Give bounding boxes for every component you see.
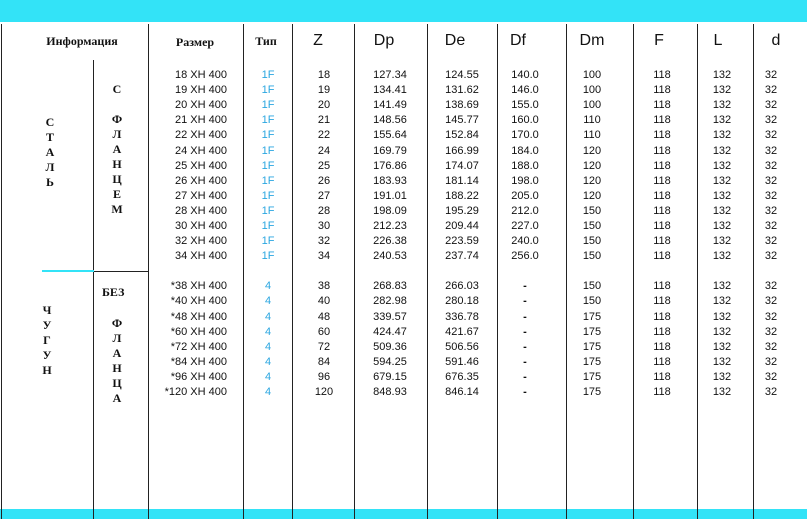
cell-l: 132 (712, 174, 732, 187)
cell-f: 118 (653, 250, 671, 263)
cell-dm: 175 (582, 370, 602, 383)
cell-df: - (523, 386, 527, 398)
cell-l: 132 (712, 250, 732, 263)
cell-d: 32 (764, 355, 778, 368)
label-no-flange-letter: Ц (112, 376, 122, 390)
cell-dm: 175 (582, 386, 602, 398)
column-divider (148, 24, 149, 519)
cell-size: *60 ХН 400 (170, 325, 227, 338)
cell-l: 132 (712, 99, 732, 112)
cell-de: 237.74 (445, 250, 479, 263)
cell-de: 188.22 (445, 189, 479, 202)
cell-dp: 155.64 (373, 129, 407, 142)
cell-dm: 100 (582, 99, 602, 112)
cell-dp: 183.93 (373, 174, 407, 187)
label-flanged-letter (110, 97, 124, 112)
cell-z: 30 (317, 220, 331, 232)
cell-df: - (523, 280, 527, 293)
cell-dm: 120 (582, 174, 602, 187)
cell-f: 118 (653, 84, 671, 97)
cell-z: 24 (317, 144, 331, 157)
cell-l: 132 (712, 69, 732, 81)
column-divider (93, 60, 94, 519)
cell-dm: 175 (582, 310, 602, 323)
cell-df: - (523, 325, 527, 338)
cell-dm: 150 (582, 280, 602, 293)
cell-d: 32 (764, 250, 778, 263)
cell-size: 32 ХН 400 (175, 235, 227, 248)
cell-df: - (523, 340, 527, 353)
cell-de: 280.18 (445, 295, 479, 308)
cell-l: 132 (712, 355, 732, 368)
header-d: d (771, 32, 781, 49)
cell-df: 240.0 (511, 235, 539, 248)
cell-d: 32 (764, 325, 778, 338)
cell-size: *40 ХН 400 (170, 295, 227, 308)
cell-l: 132 (712, 340, 732, 353)
label-steel-letter: С (45, 115, 55, 129)
cell-l: 132 (712, 310, 732, 323)
label-cast-iron-letter: Ч (42, 303, 52, 317)
cell-dp: 509.36 (373, 340, 407, 353)
header-dp: Dp (373, 32, 395, 49)
cell-f: 118 (653, 189, 671, 202)
cell-z: 84 (317, 355, 331, 368)
label-flanged-letter: Л (112, 127, 122, 141)
cell-df: 160.0 (511, 114, 539, 127)
cell-size: *38 ХН 400 (170, 280, 227, 293)
cell-de: 209.44 (445, 220, 479, 232)
label-flanged-letter: С (112, 82, 122, 96)
cell-dp: 191.01 (373, 189, 407, 202)
cell-l: 132 (712, 204, 732, 217)
cell-df: 184.0 (511, 144, 539, 157)
cell-dp: 282.98 (373, 295, 407, 308)
label-cast-iron-letter: У (42, 318, 52, 332)
cell-f: 118 (653, 295, 671, 308)
cell-l: 132 (712, 189, 732, 202)
cell-de: 223.59 (445, 235, 479, 248)
cell-size: 26 ХН 400 (175, 174, 227, 187)
cell-type: 1F (261, 114, 275, 127)
cell-dm: 120 (582, 159, 602, 172)
cell-df: 256.0 (511, 250, 539, 263)
cell-dm: 175 (582, 325, 602, 338)
label-no-flange (110, 316, 124, 406)
cell-type: 1F (261, 69, 275, 81)
cell-z: 120 (314, 386, 334, 398)
cell-size: *120 ХН 400 (164, 386, 227, 398)
label-steel-letter: Л (45, 160, 55, 174)
cell-dp: 176.86 (373, 159, 407, 172)
cell-type: 4 (264, 370, 272, 383)
column-divider (1, 24, 2, 519)
cell-dm: 175 (582, 340, 602, 353)
cell-dm: 100 (582, 69, 602, 81)
cell-type: 1F (261, 129, 275, 142)
cell-df: 205.0 (511, 189, 539, 202)
column-divider (292, 24, 293, 519)
cell-type: 4 (264, 310, 272, 323)
cell-z: 22 (317, 129, 331, 142)
cell-type: 1F (261, 235, 275, 248)
label-flanged-letter: Е (112, 187, 121, 201)
cell-de: 195.29 (445, 204, 479, 217)
cell-f: 118 (653, 235, 671, 248)
cell-size: *96 ХН 400 (170, 370, 227, 383)
cell-de: 266.03 (445, 280, 479, 293)
header-l: L (713, 32, 723, 49)
header-de: De (444, 32, 466, 49)
label-steel-letter: А (45, 145, 55, 159)
cell-l: 132 (712, 129, 732, 142)
cell-l: 132 (712, 280, 732, 293)
cell-df: 170.0 (511, 129, 539, 142)
cell-f: 118 (653, 280, 671, 293)
header-df: Df (510, 32, 526, 49)
cell-f: 118 (653, 204, 671, 217)
cell-d: 32 (764, 370, 778, 383)
label-flanged-letter: А (112, 142, 122, 156)
cell-d: 32 (764, 295, 778, 308)
cell-l: 132 (712, 84, 732, 97)
cell-de: 846.14 (445, 386, 479, 398)
cell-dm: 150 (582, 295, 602, 308)
cell-type: 1F (261, 84, 275, 97)
cell-type: 4 (264, 280, 272, 293)
cell-size: *48 ХН 400 (170, 310, 227, 323)
cell-dp: 141.49 (373, 99, 407, 112)
cell-dm: 150 (582, 204, 602, 217)
cell-f: 118 (653, 114, 671, 127)
cell-size: *84 ХН 400 (170, 355, 227, 368)
cell-size: 21 ХН 400 (175, 114, 227, 127)
cell-df: 198.0 (511, 174, 539, 187)
header-f: F (654, 32, 664, 49)
cell-dp: 226.38 (373, 235, 407, 248)
label-no-flange-letter: А (112, 346, 122, 360)
cell-d: 32 (764, 280, 778, 293)
cell-de: 181.14 (445, 174, 479, 187)
cell-d: 32 (764, 235, 778, 248)
cell-type: 1F (261, 220, 275, 232)
cell-df: 212.0 (511, 204, 539, 217)
cell-z: 21 (317, 114, 331, 127)
cell-l: 132 (712, 114, 732, 127)
cell-dp: 212.23 (373, 220, 407, 232)
cell-de: 152.84 (445, 129, 479, 142)
cell-d: 32 (764, 189, 778, 202)
cell-dm: 175 (582, 355, 602, 368)
cell-z: 60 (317, 325, 331, 338)
cell-de: 131.62 (445, 84, 479, 97)
cell-f: 118 (653, 220, 671, 232)
cell-df: - (523, 310, 527, 323)
label-flanged-letter: Ц (112, 172, 122, 186)
cell-size: 27 ХН 400 (175, 189, 227, 202)
label-cast-iron-letter: Н (42, 363, 52, 377)
cell-df: 155.0 (511, 99, 539, 112)
cell-d: 32 (764, 204, 778, 217)
cell-type: 1F (261, 144, 275, 157)
cell-dm: 110 (583, 114, 601, 127)
cell-de: 138.69 (445, 99, 479, 112)
group-divider (94, 271, 148, 272)
cell-type: 1F (261, 189, 275, 202)
cell-dp: 848.93 (373, 386, 407, 398)
cell-type: 1F (261, 174, 275, 187)
label-flanged-letter: М (111, 202, 123, 216)
cell-dp: 594.25 (373, 355, 407, 368)
cell-size: 19 ХН 400 (175, 84, 227, 97)
cell-df: - (523, 370, 527, 383)
cell-d: 32 (764, 84, 778, 97)
cell-dp: 198.09 (373, 204, 407, 217)
cell-d: 32 (764, 129, 778, 142)
cell-de: 421.67 (445, 325, 479, 338)
cell-z: 38 (317, 280, 331, 293)
cell-df: 140.0 (511, 69, 539, 81)
cell-f: 118 (653, 325, 671, 338)
cell-z: 20 (317, 99, 331, 112)
cell-l: 132 (712, 159, 732, 172)
cell-f: 118 (653, 355, 671, 368)
cell-d: 32 (764, 220, 778, 232)
label-no-flange-letter: Л (112, 331, 122, 345)
cell-size: 28 ХН 400 (175, 204, 227, 217)
cell-l: 132 (712, 220, 732, 232)
cell-de: 124.55 (445, 69, 479, 81)
group-divider (42, 270, 94, 272)
cell-z: 48 (317, 310, 331, 323)
cell-dp: 424.47 (373, 325, 407, 338)
cell-df: 146.0 (511, 84, 539, 97)
cell-type: 4 (264, 295, 272, 308)
cell-z: 27 (317, 189, 331, 202)
cell-dp: 268.83 (373, 280, 407, 293)
cell-de: 506.56 (445, 340, 479, 353)
header-dm: Dm (579, 32, 605, 49)
cell-l: 132 (712, 144, 732, 157)
cell-size: 18 ХН 400 (175, 69, 227, 81)
label-cast-iron-letter: У (42, 348, 52, 362)
cell-d: 32 (764, 144, 778, 157)
cell-de: 336.78 (445, 310, 479, 323)
cell-type: 4 (264, 386, 272, 398)
label-flanged (110, 82, 124, 217)
cell-dp: 148.56 (373, 114, 407, 127)
cell-l: 132 (712, 295, 732, 308)
cell-type: 1F (261, 159, 275, 172)
cell-d: 32 (764, 69, 778, 81)
cell-size: 24 ХН 400 (175, 144, 227, 157)
label-steel-letter: Т (45, 130, 54, 144)
cell-de: 591.46 (445, 355, 479, 368)
cell-d: 32 (764, 310, 778, 323)
cell-dm: 110 (583, 129, 601, 142)
cell-f: 118 (653, 129, 671, 142)
label-cast-iron (40, 303, 54, 378)
cell-de: 166.99 (445, 144, 479, 157)
cell-df: 188.0 (511, 159, 539, 172)
cell-size: *72 ХН 400 (170, 340, 227, 353)
cell-de: 676.35 (445, 370, 479, 383)
cell-f: 118 (653, 340, 671, 353)
cell-dm: 150 (582, 235, 602, 248)
cell-z: 25 (317, 159, 331, 172)
label-cast-iron-letter: Г (43, 333, 51, 347)
cell-z: 34 (317, 250, 331, 263)
header-z: Z (313, 32, 323, 49)
cell-d: 32 (764, 114, 778, 127)
cell-type: 1F (261, 99, 275, 112)
cell-size: 34 ХН 400 (175, 250, 227, 263)
header-size: Размер (175, 35, 215, 49)
cell-type: 4 (264, 325, 272, 338)
cell-z: 19 (317, 84, 331, 97)
cell-dm: 120 (582, 144, 602, 157)
cell-z: 40 (317, 295, 331, 308)
cell-type: 1F (261, 204, 275, 217)
cell-f: 118 (653, 174, 671, 187)
cell-size: 22 ХН 400 (175, 129, 227, 142)
top-band (0, 0, 807, 22)
cell-df: - (523, 355, 527, 368)
cell-l: 132 (712, 325, 732, 338)
header-type: Тип (255, 34, 277, 48)
cell-d: 32 (764, 159, 778, 172)
label-flanged-letter: Н (112, 157, 122, 171)
cell-l: 132 (712, 235, 732, 248)
cell-dp: 169.79 (373, 144, 407, 157)
cell-f: 118 (653, 159, 671, 172)
label-flanged-letter: Ф (111, 112, 123, 126)
cell-f: 118 (653, 69, 671, 81)
cell-size: 25 ХН 400 (175, 159, 227, 172)
cell-d: 32 (764, 174, 778, 187)
cell-f: 118 (653, 386, 671, 398)
cell-de: 174.07 (445, 159, 479, 172)
cell-dp: 240.53 (373, 250, 407, 263)
cell-l: 132 (712, 386, 732, 398)
label-steel-letter: Ь (46, 175, 54, 189)
cell-d: 32 (764, 386, 778, 398)
cell-f: 118 (653, 310, 671, 323)
cell-dm: 150 (582, 220, 602, 232)
cell-z: 28 (317, 204, 331, 217)
cell-size: 20 ХН 400 (175, 99, 227, 112)
cell-z: 32 (317, 235, 331, 248)
cell-df: - (523, 295, 527, 308)
cell-dp: 339.57 (373, 310, 407, 323)
label-no-flange-title: БЕЗ (102, 285, 125, 299)
cell-dm: 150 (582, 250, 602, 263)
cell-dp: 127.34 (373, 69, 407, 81)
cell-f: 118 (653, 370, 671, 383)
cell-d: 32 (764, 340, 778, 353)
cell-dp: 134.41 (373, 84, 407, 97)
cell-f: 118 (653, 99, 671, 112)
cell-type: 1F (261, 250, 275, 263)
cell-l: 132 (712, 370, 732, 383)
label-no-flange-letter: Н (112, 361, 122, 375)
cell-size: 30 ХН 400 (175, 220, 227, 232)
cell-z: 96 (317, 370, 331, 383)
cell-dm: 100 (582, 84, 602, 97)
cell-f: 118 (653, 144, 671, 157)
label-no-flange-letter: А (112, 391, 122, 405)
cell-dm: 120 (582, 189, 602, 202)
cell-z: 72 (317, 340, 331, 353)
cell-d: 32 (764, 99, 778, 112)
bottom-band (0, 509, 807, 519)
cell-z: 26 (317, 174, 331, 187)
cell-de: 145.77 (445, 114, 479, 127)
cell-dp: 679.15 (373, 370, 407, 383)
label-no-flange-letter: Ф (111, 316, 123, 330)
label-steel (43, 115, 57, 190)
cell-df: 227.0 (511, 220, 539, 232)
cell-type: 4 (264, 340, 272, 353)
cell-z: 18 (317, 69, 331, 81)
header-info: Информация (46, 34, 118, 48)
cell-type: 4 (264, 355, 272, 368)
